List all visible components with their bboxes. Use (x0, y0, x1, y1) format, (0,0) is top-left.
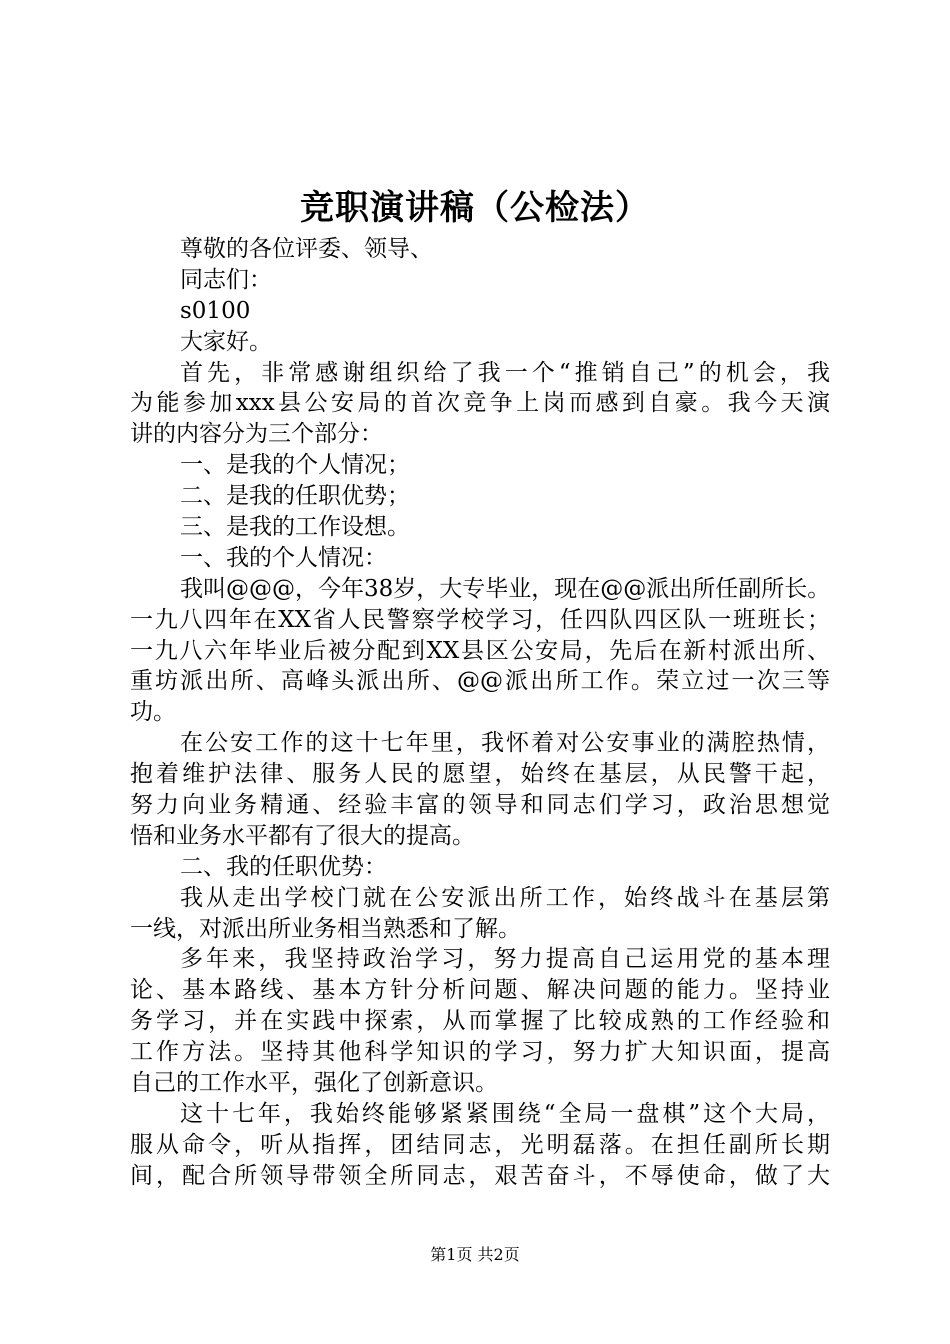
body-line: 务学习，并在实践中探索，从而掌握了比较成熟的工作经验和 (130, 1008, 830, 1035)
body-line: 间，配合所领导带领全所同志，艰苦奋斗，不辱使命，做了大 (130, 1162, 830, 1189)
body-line: 一九八六年毕业后被分配到XX县区公安局，先后在新村派出所、 (130, 637, 830, 664)
body-line: 服从命令，听从指挥，团结同志，光明磊落。在担任副所长期 (130, 1131, 830, 1158)
body-line: 这十七年，我始终能够紧紧围绕“全局一盘棋”这个大局， (180, 1100, 830, 1127)
body-line: 大家好。 (180, 328, 272, 355)
body-line: 一、我的个人情况： (180, 544, 387, 571)
body-line: 同志们： (180, 266, 272, 293)
body-line: 讲的内容分为三个部分： (130, 421, 383, 448)
body-line: 工作方法。坚持其他科学知识的学习，努力扩大知识面，提高 (130, 1039, 830, 1066)
body-line: 悟和业务水平都有了很大的提高。 (130, 822, 475, 849)
body-line: 我叫@@@，今年38岁，大专毕业，现在@@派出所任副所长。 (180, 575, 831, 602)
body-line: 我从走出学校门就在公安派出所工作，始终战斗在基层第 (180, 884, 830, 911)
body-line: 三、是我的工作设想。 (180, 514, 410, 541)
body-line: 抱着维护法律、服务人民的愿望，始终在基层，从民警干起， (130, 761, 830, 788)
body-line: 二、我的任职优势： (180, 853, 387, 880)
body-line: 多年来，我坚持政治学习，努力提高自己运用党的基本理 (180, 946, 830, 973)
document-title: 竞职演讲稿（公检法） (300, 188, 650, 228)
body-line: 二、是我的任职优势； (180, 483, 410, 510)
body-line: 论、基本路线、基本方针分析问题、解决问题的能力。坚持业 (130, 977, 830, 1004)
body-line: 首先，非常感谢组织给了我一个“推销自己”的机会，我 (180, 359, 830, 386)
body-line: 自己的工作水平，强化了创新意识。 (130, 1070, 498, 1097)
body-line: 尊敬的各位评委、领导、 (180, 236, 433, 262)
body-line: 功。 (130, 699, 176, 726)
body-line: 一线，对派出所业务相当熟悉和了解。 (130, 915, 521, 942)
body-line: 一、是我的个人情况； (180, 452, 410, 479)
document-body (130, 234, 830, 1192)
body-line: 为能参加xxx县公安局的首次竞争上岗而感到自豪。我今天演 (130, 390, 830, 417)
page-footer: 第1页 共2页 (430, 1245, 520, 1264)
body-line: s0100 (180, 297, 251, 324)
body-line: 重坊派出所、高峰头派出所、@@派出所工作。荣立过一次三等 (130, 668, 830, 695)
body-line: 在公安工作的这十七年里，我怀着对公安事业的满腔热情， (180, 730, 830, 757)
body-line: 努力向业务精通、经验丰富的领导和同志们学习，政治思想觉 (130, 792, 830, 819)
body-line: 一九八四年在XX省人民警察学校学习，任四队四区队一班班长； (130, 606, 830, 633)
